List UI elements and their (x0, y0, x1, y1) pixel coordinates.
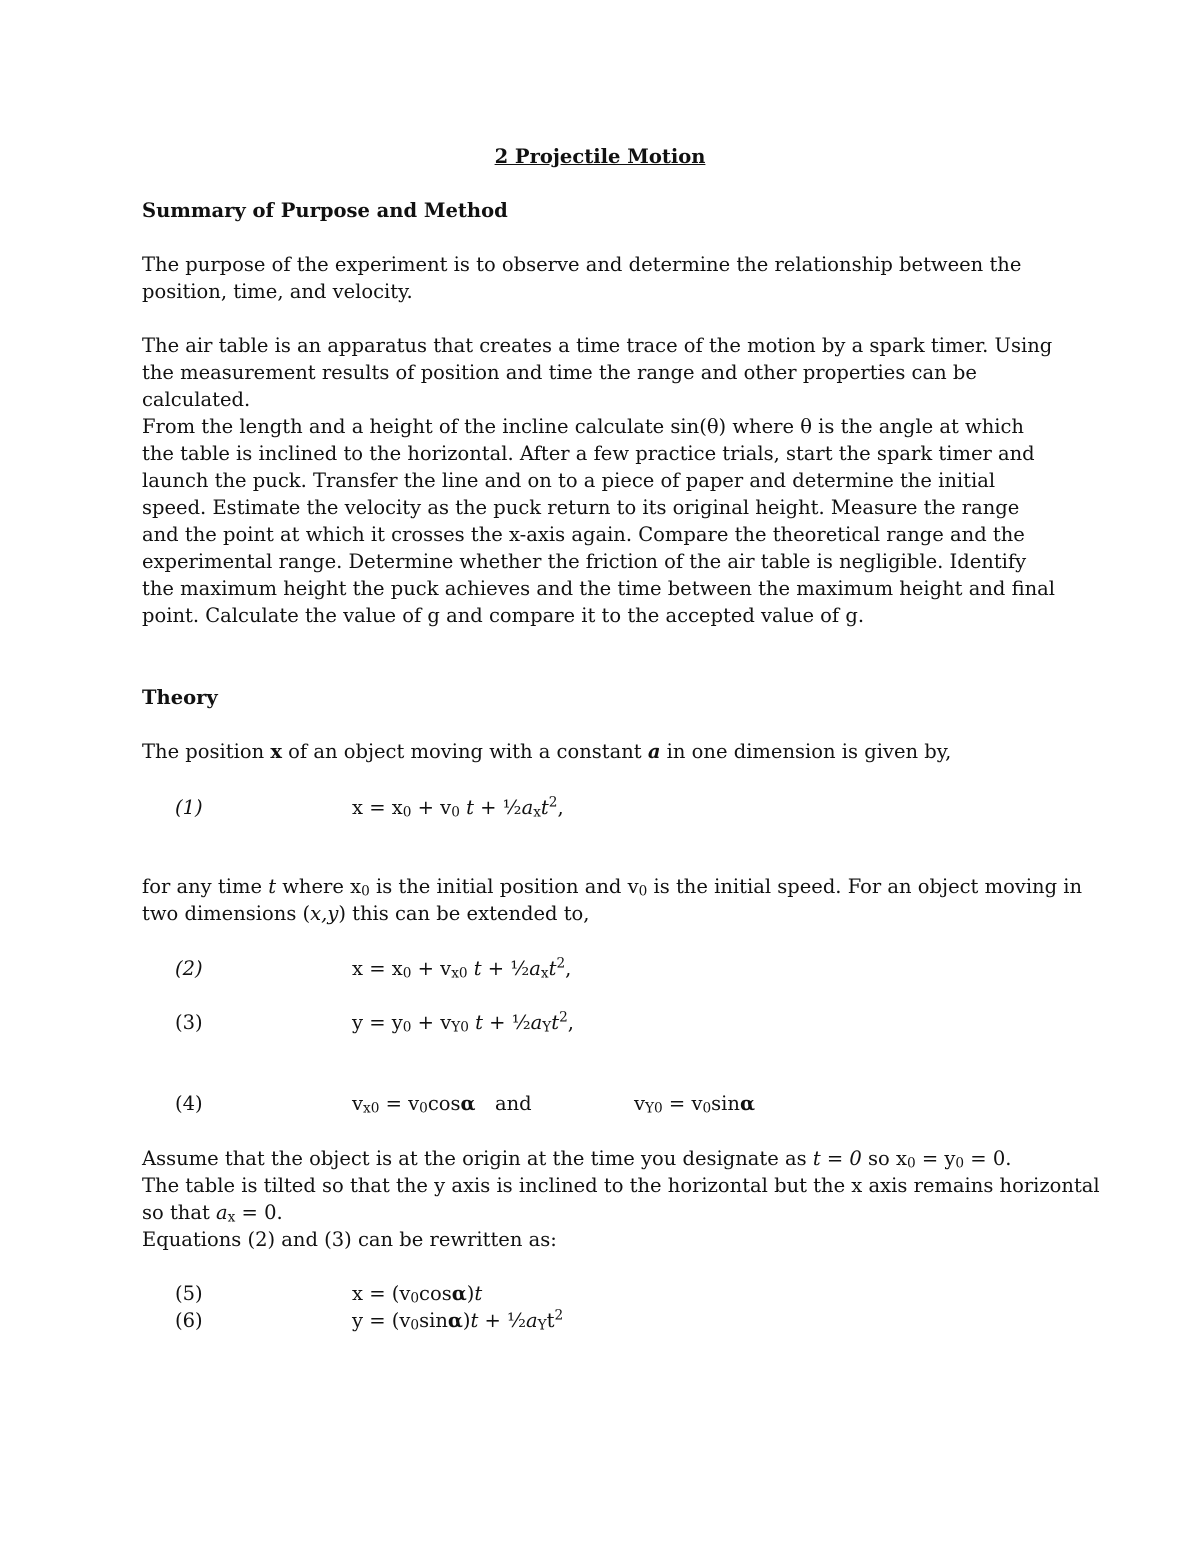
equation-6: $y = (v_0\sin\alpha)t$ + $\frac{1}{2}a_Yt^2$ (352, 1307, 564, 1334)
equation-4b: $v_{Y0} = v_0\sin\alpha$ (634, 1092, 755, 1117)
equation-5: $x = (v_0\cos\alpha)t$ (352, 1282, 483, 1307)
equation-2-number: (2) (175, 957, 203, 980)
equation-1-number: (1) (175, 796, 203, 819)
intro-text-c: in one dimension is given by, (660, 740, 952, 763)
theory-heading: Theory (142, 686, 218, 709)
summary-heading: Summary of Purpose and Method (142, 199, 508, 222)
equation-3: $y = y_0 + v_{Y0}$ $t + \frac{1}{2}a_Yt^2$, (352, 1009, 574, 1036)
equation-4a: $v_{x0} = v_0\cos\alpha$ (352, 1092, 476, 1117)
assume-line: Assume that the object is at the origin at the time you designate as t = 0 so $x_0 = y_0 = 0$. (142, 1147, 1012, 1172)
intro-text-b: of an object moving with a constant (281, 740, 648, 763)
so-that-line: so that $a_x = 0$. (142, 1201, 283, 1226)
after-eq1-line-1: for any time t where $x_0$ is the initial position and $v_0$ is the initial speed. For an object moving in (142, 875, 1083, 900)
equation-2: $x = x_0 + v_{x0}$ $t + \frac{1}{2}a_xt^2$, (352, 955, 572, 982)
apparatus-paragraph: The air table is an apparatus that creates a time trace of the motion by a spark timer. Using the measurement results of position and time the range and other properties can be calculated. (142, 334, 1053, 411)
theory-intro (142, 738, 951, 765)
page-title: 2 Projectile Motion (494, 145, 706, 168)
rewrite-line: Equations (2) and (3) can be rewritten as: (142, 1228, 557, 1251)
equation-5-number: (5) (175, 1282, 203, 1305)
after-eq1-line-2: two dimensions (x,y) this can be extended to, (142, 902, 590, 925)
equation-6-number: (6) (175, 1309, 203, 1332)
intro-text-a: The position (142, 740, 271, 763)
tilt-line: The table is tilted so that the y axis is inclined to the horizontal but the x axis remains horizontal (142, 1174, 1100, 1197)
method-paragraph: From the length and a height of the incline calculate sin(θ) where θ is the angle at which the table is inclined to the horizontal. After a few practice trials, start the spark timer and launch the puck. Transfer the line and on to a piece of paper and determine the initial speed. Estimate the velocity as the puck return to its original height. Measure the range and the point at which it crosses the x-axis again. Compare the theoretical range and the experimental range. Determine whether the friction of the air table is negligible. Identify the maximum height the puck achieves and the time between the maximum height and final point. Calculate the value of g and compare it to the accepted value of g. (142, 415, 1056, 627)
intro-a-symbol: a (647, 740, 661, 763)
purpose-paragraph: The purpose of the experiment is to observe and determine the relationship between the position, time, and velocity. (142, 253, 1022, 303)
equation-4-number: (4) (175, 1092, 203, 1115)
equation-4-and: and (495, 1092, 532, 1115)
intro-x-symbol: x (270, 740, 282, 763)
equation-1: $x = x_0 + v_0$ $t + \frac{1}{2}a_xt^2$, (352, 794, 564, 821)
equation-3-number: (3) (175, 1011, 203, 1034)
